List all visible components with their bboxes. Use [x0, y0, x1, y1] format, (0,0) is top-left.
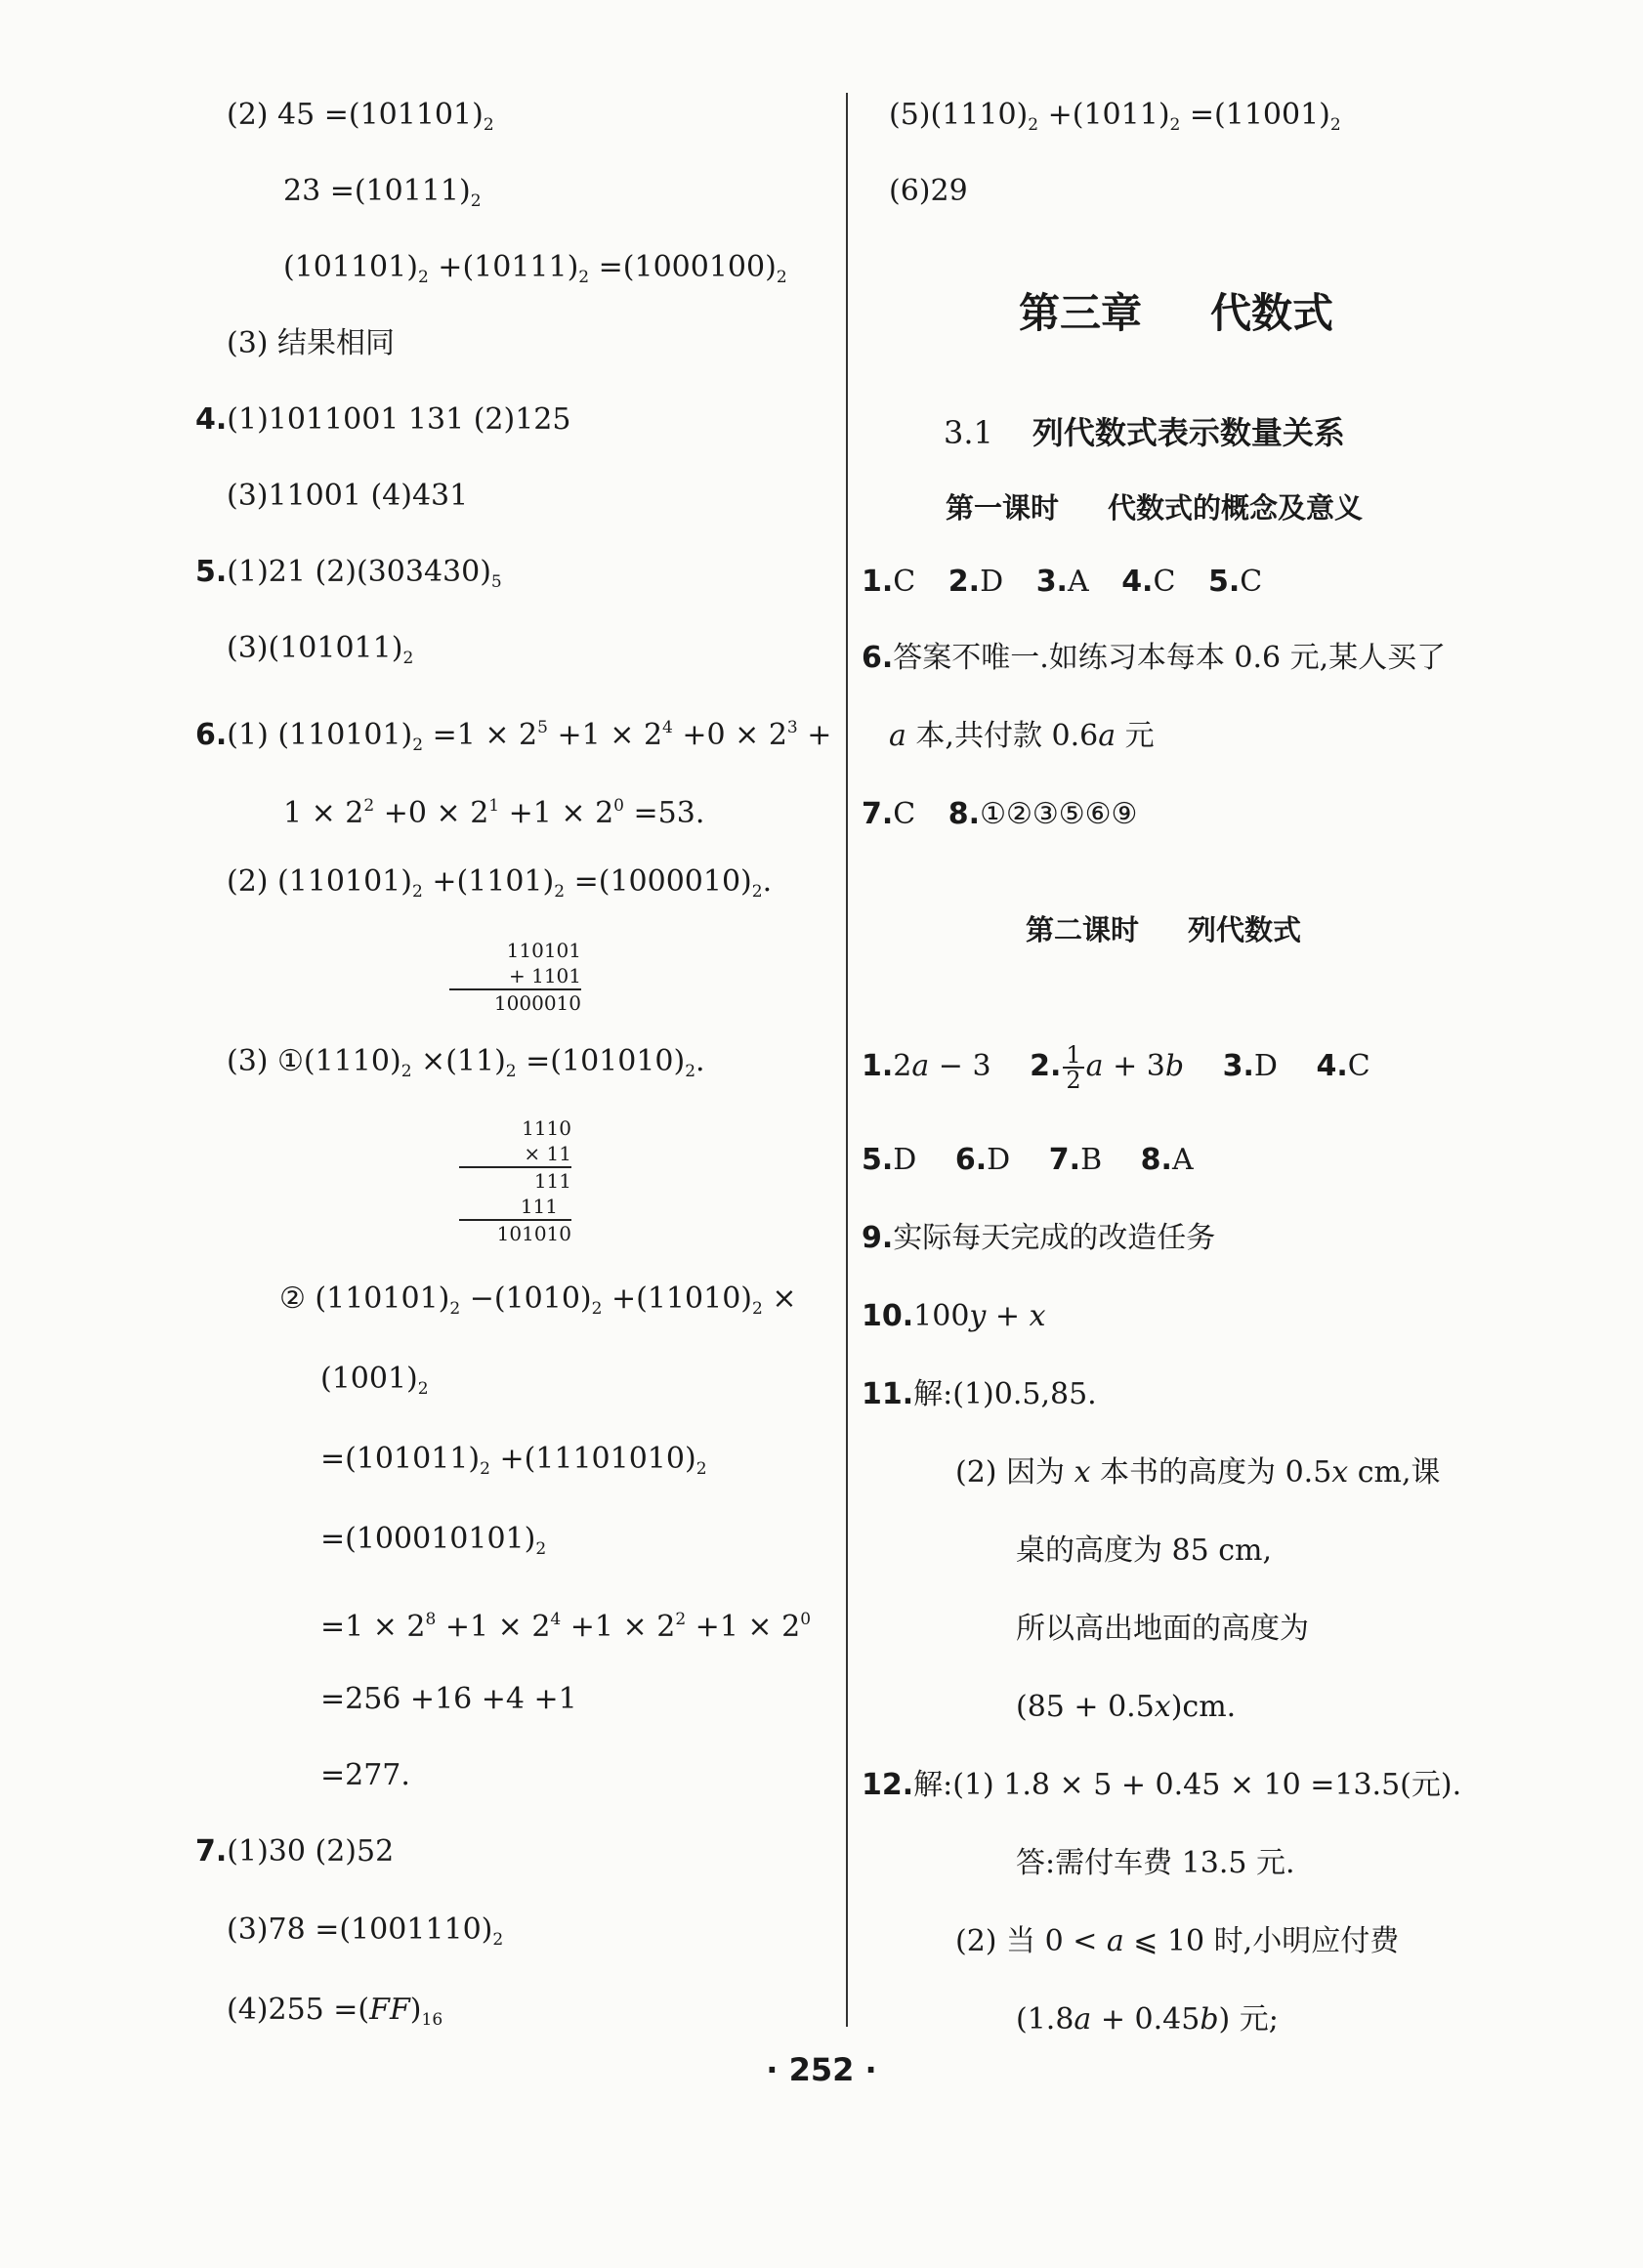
- question-6: 6.答案不唯一.如练习本每本 0.6 元,某人买了: [862, 641, 1447, 675]
- answer-line: (2) $(110101)_2 +(1101)_2 =(1000010)_2$.: [227, 864, 773, 902]
- answer-line: 1.C 2.D 3.A 4.C 5.C: [862, 565, 1263, 599]
- calc-row: 110101: [506, 939, 581, 962]
- answer-line: (2) $45 =(101101)_2$: [227, 98, 494, 135]
- answer-line: 5.D 6.D 7.B 8.A: [862, 1143, 1194, 1177]
- answer-line: $(3)(101011)_2$: [227, 631, 414, 668]
- answer-line: (85 + 0.5x)cm.: [1016, 1690, 1237, 1724]
- answer-line: $23 =(10111)_2$: [283, 174, 482, 211]
- binary-addition: [449, 938, 581, 1016]
- question-12: 12.解:(1) 1.8 × 5 + 0.45 × 10 =13.5(元).: [862, 1768, 1462, 1802]
- lesson-heading: 第一课时 代数式的概念及意义: [946, 491, 1364, 525]
- answer-line: $(1001)_2$: [320, 1362, 429, 1399]
- answer-line: 7.C 8.①②③⑤⑥⑨: [862, 797, 1138, 831]
- answer-line: (2) 当 0 < a ⩽ 10 时,小明应付费: [955, 1924, 1400, 1958]
- answer-line: 桌的高度为 85 cm,: [1016, 1533, 1273, 1568]
- calc-result: 101010: [459, 1219, 571, 1246]
- lesson-heading: 第二课时 列代数式: [1026, 913, 1302, 946]
- calc-row: 1110: [522, 1116, 571, 1140]
- question-10: 10.100y + x: [862, 1299, 1046, 1333]
- calc-row: × 11: [524, 1142, 571, 1165]
- answer-line: (6)29: [889, 174, 968, 208]
- page-number: · 252 ·: [766, 2051, 877, 2088]
- section-heading: 3.1 列代数式表示数量关系: [944, 414, 1345, 451]
- answer-line: (3)11001 (4)431: [227, 479, 469, 513]
- answer-line: =277.: [320, 1758, 410, 1792]
- calc-result: 1000010: [449, 988, 581, 1016]
- answer-line: 答:需付车费 13.5 元.: [1016, 1846, 1295, 1880]
- calc-row: 111: [520, 1195, 558, 1218]
- fraction: $\frac{1}{2}$: [1063, 1043, 1083, 1092]
- answer-line: $1 \times 2^2 +0 \times 2^1 +1 \times 2^0 =53$.: [283, 796, 705, 830]
- answer-line: $(5)(1110)_2 +(1011)_2 =(11001)_2$: [889, 98, 1341, 135]
- column-divider: [846, 93, 848, 2027]
- answer-line: a 本,共付款 0.6a 元: [889, 719, 1155, 753]
- answer-line: (1.8a + 0.45b) 元;: [1016, 2002, 1279, 2037]
- answer-line: 所以高出地面的高度为: [1016, 1612, 1309, 1646]
- question-4: 4.(1)1011001 131 (2)125: [195, 402, 571, 437]
- answer-line: $=1 \times 2^8 +1 \times 2^4 +1 \times 2^2 +1 \times 2^0$: [320, 1610, 812, 1644]
- answer-line: (2) 因为 x 本书的高度为 0.5x cm,课: [955, 1455, 1441, 1490]
- binary-multiplication: [459, 1115, 571, 1246]
- answer-line: $=(101011)_2 +(11101010)_2$: [320, 1442, 707, 1479]
- answer-line: 1.2a − 3 2. $\frac{1}{2}$ a + 3b 3.D 4.C: [862, 1041, 1370, 1094]
- answer-line: (3) $①(1110)_2 \times(11)_2 =(101010)_2$.: [227, 1044, 705, 1081]
- question-7: 7.(1)30 (2)52: [195, 1834, 395, 1869]
- chapter-heading: 第三章 代数式: [1019, 289, 1334, 337]
- calc-row: 111: [459, 1166, 571, 1194]
- question-11: 11.解:(1)0.5,85.: [862, 1377, 1097, 1411]
- answer-line: =256 +16 +4 +1: [320, 1682, 577, 1716]
- answer-line: ② $(110101)_2 -(1010)_2 +(11010)_2$ ×: [279, 1281, 797, 1319]
- answer-line: (3) 结果相同: [227, 326, 396, 360]
- answer-line: $(4)255 =(FF)_{16}$: [227, 1993, 443, 2030]
- answer-line: $(101101)_2 +(10111)_2 =(1000100)_2$: [283, 250, 787, 287]
- answer-line: $=(100010101)_2$: [320, 1522, 547, 1559]
- question-5: 5.(1)21 $(2)(303430)_5$: [195, 555, 502, 592]
- question-9: 9.实际每天完成的改造任务: [862, 1221, 1216, 1255]
- calc-row: + 1101: [508, 964, 581, 987]
- question-6: 6.(1) $(110101)_2 =1 \times 2^5 +1 \times 2^4 +0 \times 2^3$ +: [195, 718, 832, 755]
- answer-line: $(3)78 =(1001110)_2$: [227, 1912, 504, 1950]
